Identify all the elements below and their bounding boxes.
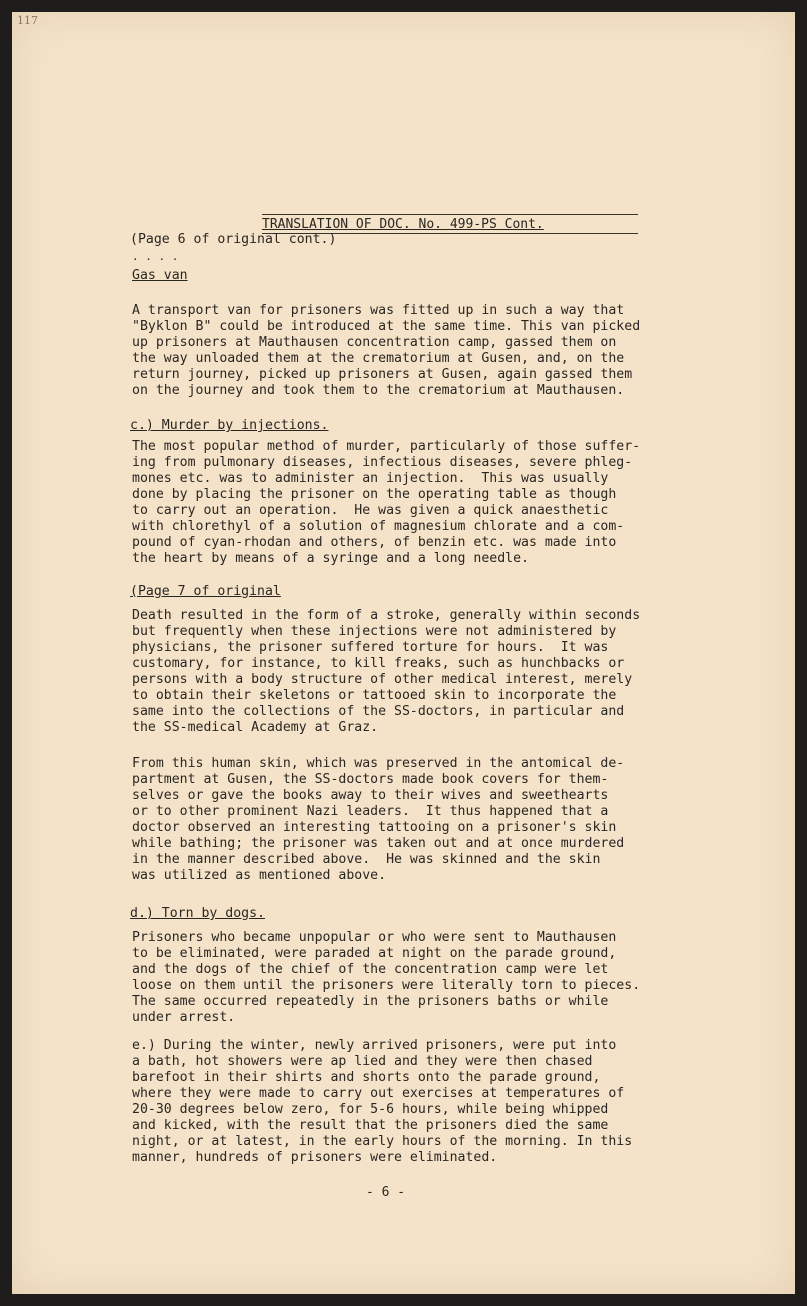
text-line: the SS-medical Academy at Graz. [132, 720, 379, 735]
text-line: the way unloaded them at the crematorium at Gusen, and, on the [132, 351, 625, 366]
winter-paragraph [132, 1038, 672, 1166]
text-line: From this human skin, which was preserved in the antomical de- [132, 756, 625, 771]
document-heading: TRANSLATION OF DOC. No. 499-PS Cont. [262, 217, 544, 232]
text-line: same into the collections of the SS-doctors, in particular and [132, 704, 625, 719]
text-line: done by placing the prisoner on the operating table as though [132, 487, 617, 502]
text-line: or to other prominent Nazi leaders. It thus happened that a [132, 804, 609, 819]
text-line: under arrest. [132, 1010, 236, 1025]
text-line: "Byklon B" could be introduced at the same time. This van picked [132, 319, 641, 334]
gas-van-paragraph [132, 303, 672, 399]
death-paragraph [132, 608, 672, 736]
text-line: but frequently when these injections were not administered by [132, 624, 617, 639]
text-line: in the manner described above. He was skinned and the skin [132, 852, 601, 867]
page-number: - 6 - [366, 1185, 406, 1200]
injections-paragraph [132, 439, 672, 567]
text-line: where they were made to carry out exercises at temperatures of [132, 1086, 625, 1101]
corner-archive-number: 117 [17, 14, 38, 27]
text-line: The most popular method of murder, particularly of those suffer- [132, 439, 641, 454]
text-line: partment at Gusen, the SS-doctors made book covers for them- [132, 772, 609, 787]
gas-van-title: Gas van [132, 268, 188, 283]
section-marker: . . . . [132, 250, 179, 263]
text-line: Prisoners who became unpopular or who were sent to Mauthausen [132, 930, 617, 945]
text-line: was utilized as mentioned above. [132, 868, 387, 883]
text-line: customary, for instance, to kill freaks, such as hunchbacks or [132, 656, 625, 671]
text-line: The same occurred repeatedly in the prisoners baths or while [132, 994, 609, 1009]
heading-top-rule [262, 214, 638, 215]
text-line: with chlorethyl of a solution of magnesium chlorate and a com- [132, 519, 625, 534]
text-line: 20-30 degrees below zero, for 5-6 hours, while being whipped [132, 1102, 609, 1117]
text-line: and the dogs of the chief of the concentration camp were let [132, 962, 609, 977]
text-line: pound of cyan-rhodan and others, of benzin etc. was made into [132, 535, 617, 550]
text-line: Death resulted in the form of a stroke, generally within seconds [132, 608, 641, 623]
text-line: ing from pulmonary diseases, infectious diseases, severe phleg- [132, 455, 633, 470]
text-line: barefoot in their shirts and shorts onto the parade ground, [132, 1070, 601, 1085]
text-line: and kicked, with the result that the prisoners died the same [132, 1118, 609, 1133]
text-line: persons with a body structure of other medical interest, merely [132, 672, 633, 687]
text-line: to be eliminated, were paraded at night on the parade ground, [132, 946, 617, 961]
text-line: mones etc. was to administer an injection. This was usually [132, 471, 609, 486]
dogs-title: d.) Torn by dogs. [130, 906, 265, 921]
dogs-paragraph [132, 930, 672, 1026]
text-line: up prisoners at Mauthausen concentration camp, gassed them on [132, 335, 617, 350]
injections-title: c.) Murder by injections. [130, 418, 329, 433]
text-line: on the journey and took them to the crematorium at Mauthausen. [132, 383, 625, 398]
text-line: physicians, the prisoner suffered torture for hours. It was [132, 640, 609, 655]
page-note-7: (Page 7 of original [130, 584, 281, 599]
text-line: manner, hundreds of prisoners were eliminated. [132, 1150, 498, 1165]
text-line: doctor observed an interesting tattooing on a prisoner's skin [132, 820, 617, 835]
text-line: selves or gave the books away to their wives and sweethearts [132, 788, 609, 803]
text-line: A transport van for prisoners was fitted up in such a way that [132, 303, 625, 318]
page-note-top: (Page 6 of original cont.) [130, 232, 337, 247]
skin-paragraph [132, 756, 672, 884]
text-line: a bath, hot showers were ap lied and they were then chased [132, 1054, 593, 1069]
text-line: while bathing; the prisoner was taken out and at once murdered [132, 836, 625, 851]
text-line: loose on them until the prisoners were literally torn to pieces. [132, 978, 641, 993]
text-line: night, or at latest, in the early hours of the morning. In this [132, 1134, 633, 1149]
text-line: to carry out an operation. He was given a quick anaesthetic [132, 503, 609, 518]
text-line: e.) During the winter, newly arrived prisoners, were put into [132, 1038, 617, 1053]
text-line: to obtain their skeletons or tattooed skin to incorporate the [132, 688, 617, 703]
text-line: the heart by means of a syringe and a long needle. [132, 551, 529, 566]
text-line: return journey, picked up prisoners at Gusen, again gassed them [132, 367, 633, 382]
